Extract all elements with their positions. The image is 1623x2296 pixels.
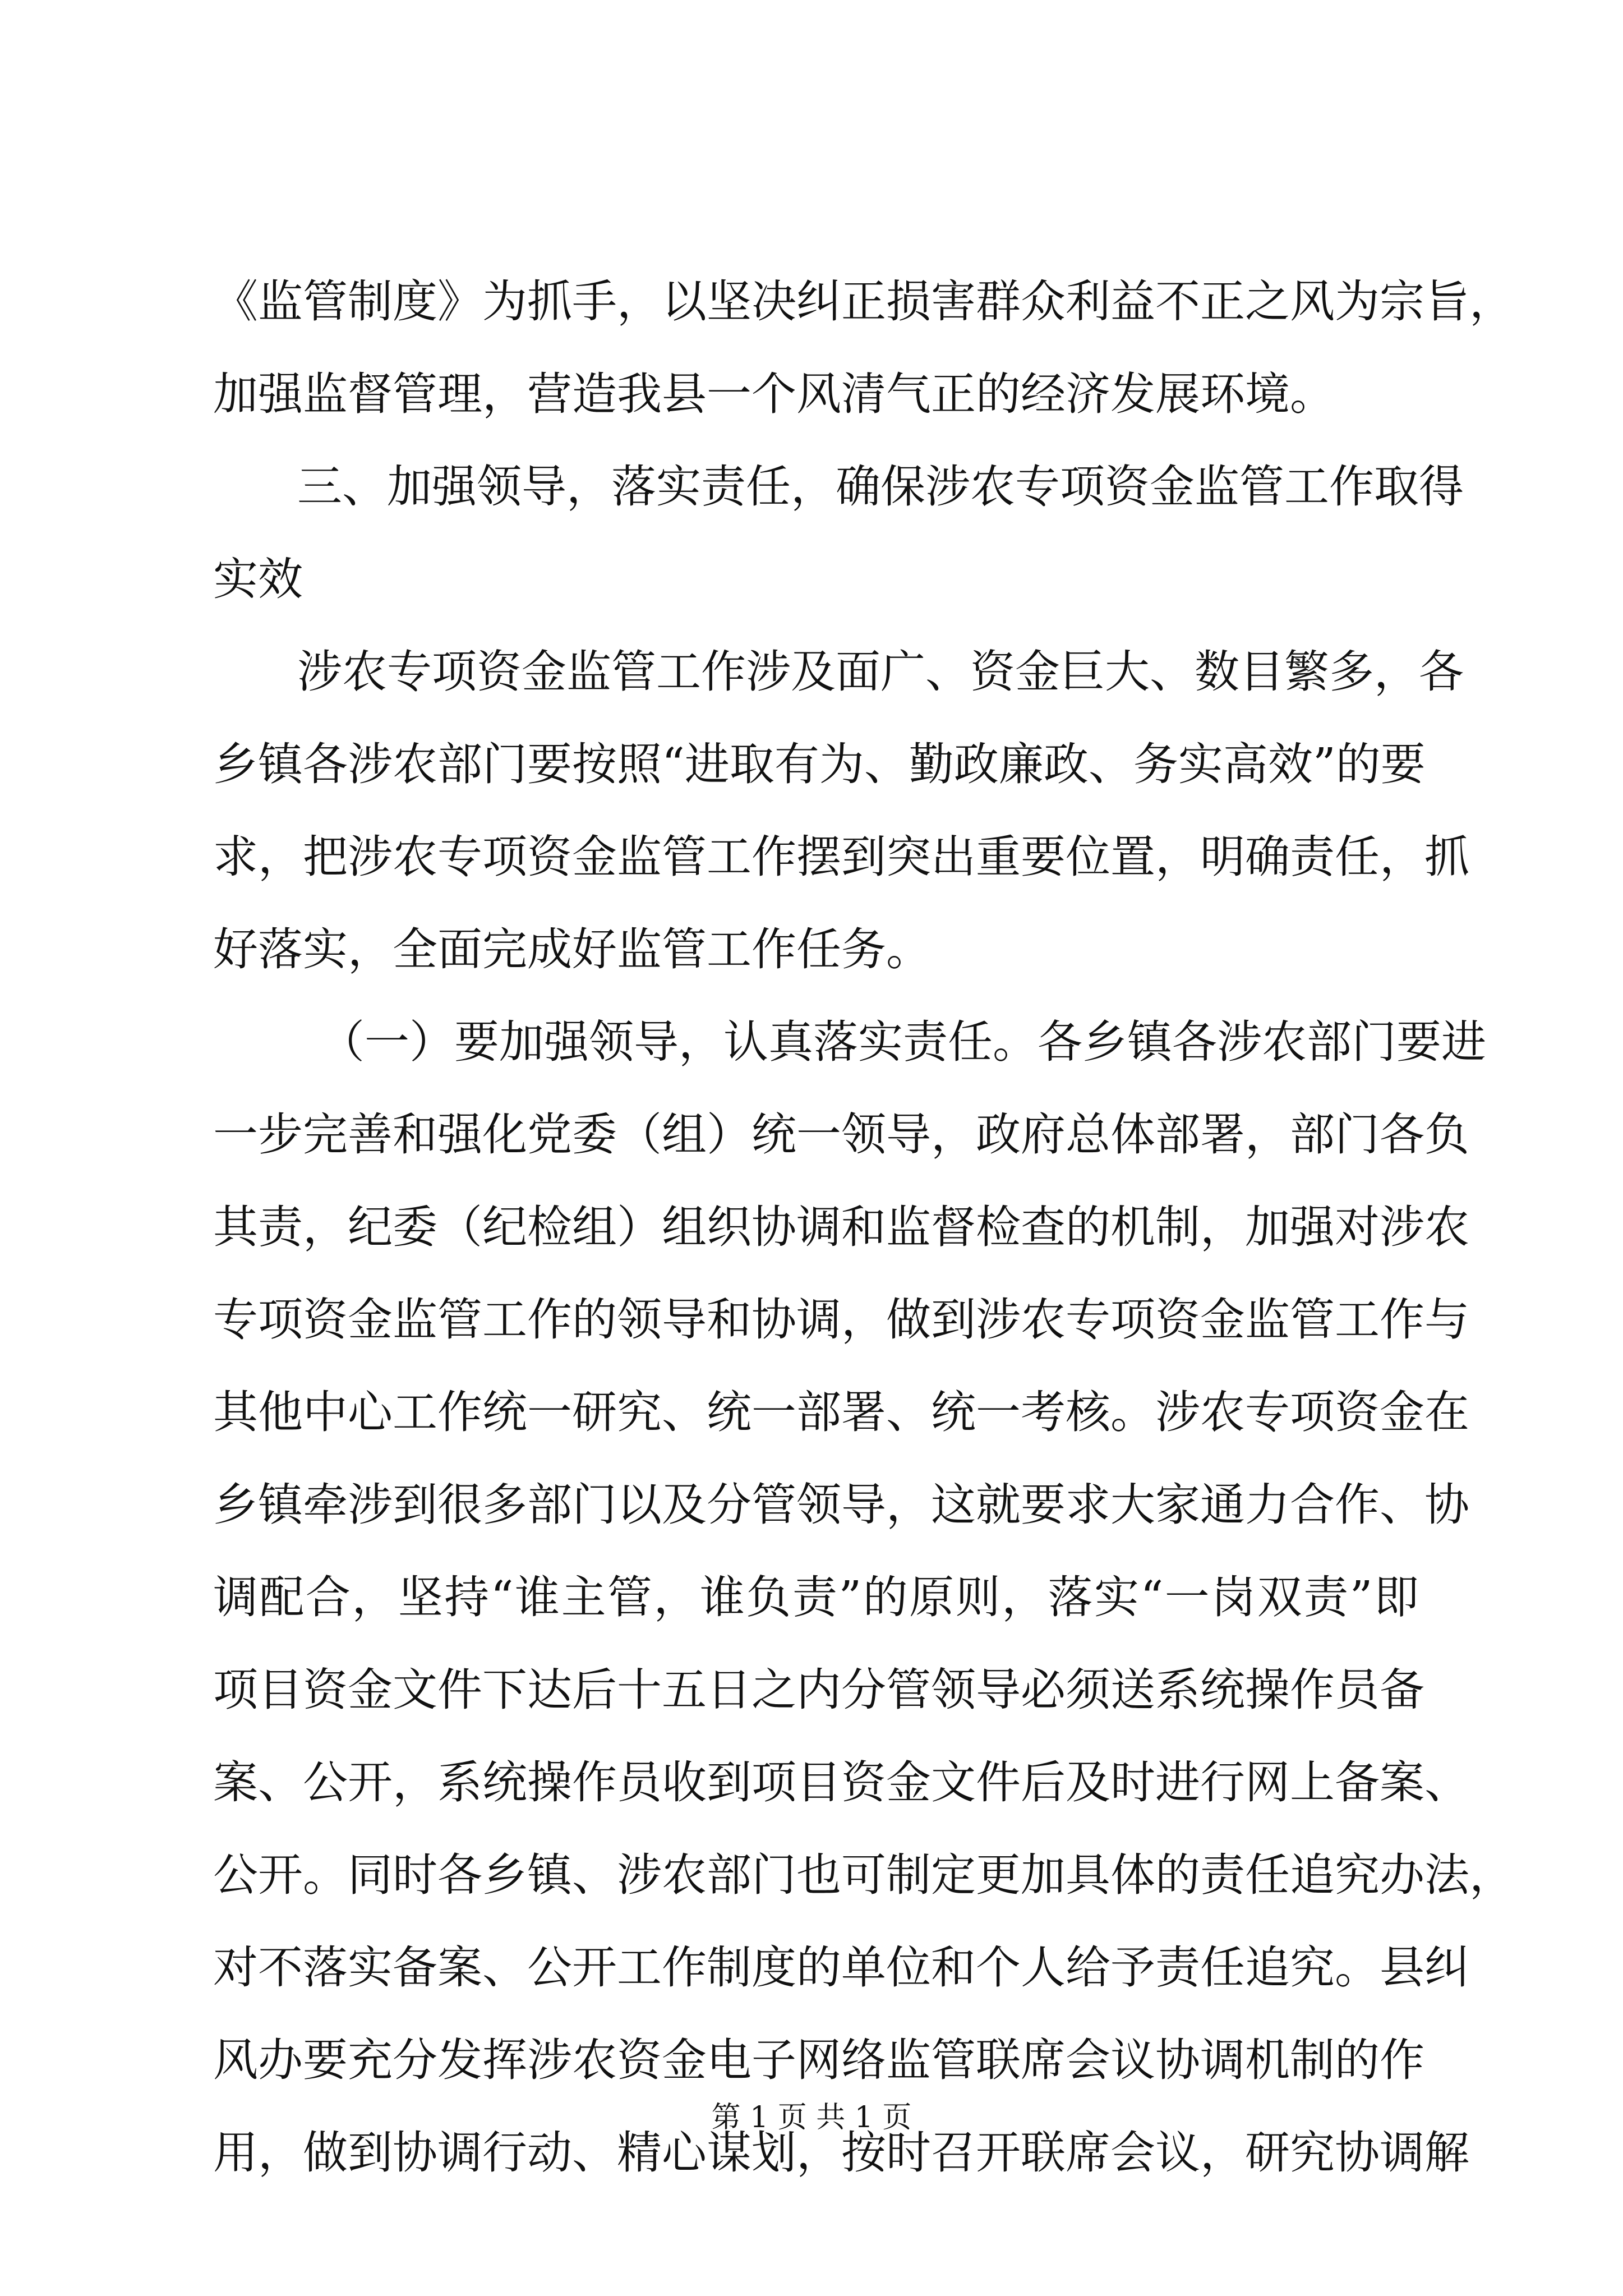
text-line: 《监管制度》为抓手，以坚决纠正损害群众利益不正之风为宗旨， bbox=[213, 275, 1514, 328]
text-line: 乡镇牵涉到很多部门以及分管领导，这就要求大家通力合作、协 bbox=[213, 1479, 1469, 1531]
text-line: 涉农专项资金监管工作涉及面广、资金巨大、数目繁多，各 bbox=[297, 646, 1464, 698]
text-line: 专项资金监管工作的领导和协调，做到涉农专项资金监管工作与 bbox=[213, 1294, 1469, 1346]
text-line: 风办要充分发挥涉农资金电子网络监管联席会议协调机制的作 bbox=[213, 2034, 1424, 2086]
document-body bbox=[213, 255, 1514, 2199]
page-number-footer: 第 1 页 共 1 页 bbox=[711, 2101, 912, 2134]
section-heading: 三、加强领导，落实责任，确保涉农专项资金监管工作取得 bbox=[297, 461, 1464, 513]
section-heading-continued: 实效 bbox=[213, 553, 303, 605]
text-line: 调配合，坚持“谁主管，谁负责”的原则，落实“一岗双责”即 bbox=[213, 1571, 1419, 1623]
subsection-line: （一）要加强领导，认真落实责任。各乡镇各涉农部门要进 bbox=[320, 1016, 1486, 1068]
text-line: 加强监督管理，营造我县一个风清气正的经济发展环境。 bbox=[213, 368, 1335, 420]
text-line: 项目资金文件下达后十五日之内分管领导必须送系统操作员备 bbox=[213, 1664, 1424, 1716]
text-line: 对不落实备案、公开工作制度的单位和个人给予责任追究。县纠 bbox=[213, 1941, 1469, 1994]
text-line: 求，把涉农专项资金监管工作摆到突出重要位置，明确责任，抓 bbox=[213, 831, 1469, 883]
text-line: 案、公开，系统操作员收到项目资金文件后及时进行网上备案、 bbox=[213, 1756, 1469, 1809]
text-line: 用，做到协调行动、精心谋划，按时召开联席会议，研究协调解 bbox=[213, 2127, 1469, 2179]
text-line: 一步完善和强化党委（组）统一领导，政府总体部署，部门各负 bbox=[213, 1108, 1469, 1161]
text-line: 乡镇各涉农部门要按照“进取有为、勤政廉政、务实高效”的要 bbox=[213, 738, 1426, 790]
text-line: 其责，纪委（纪检组）组织协调和监督检查的机制，加强对涉农 bbox=[213, 1201, 1469, 1253]
text-line: 公开。同时各乡镇、涉农部门也可制定更加具体的责任追究办法， bbox=[213, 1849, 1514, 1901]
text-line: 其他中心工作统一研究、统一部署、统一考核。涉农专项资金在 bbox=[213, 1386, 1469, 1438]
text-line: 好落实，全面完成好监管工作任务。 bbox=[213, 923, 931, 976]
